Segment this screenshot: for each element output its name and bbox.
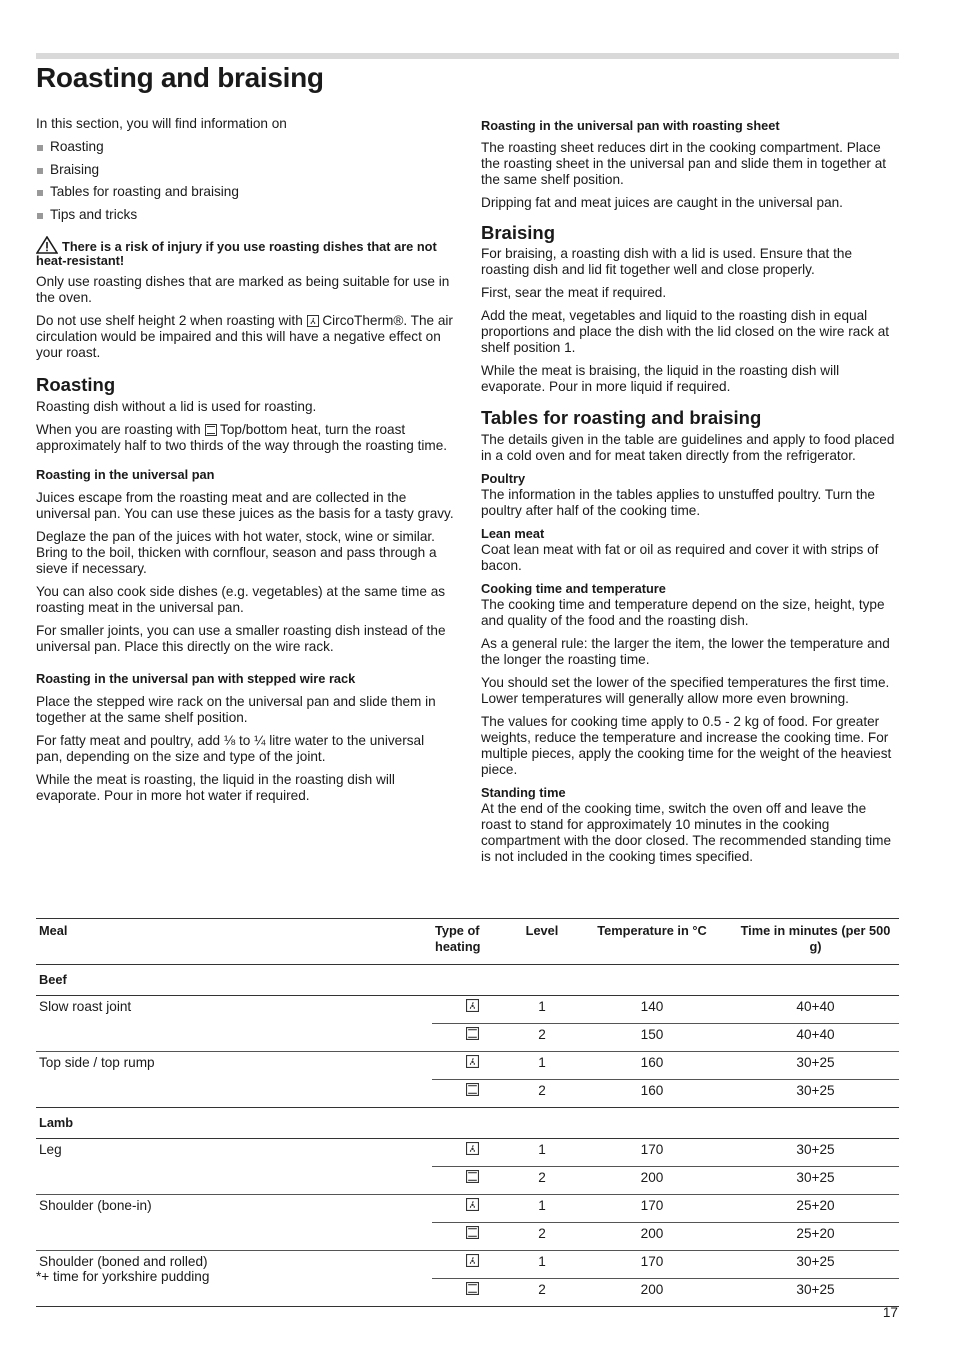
circotherm-icon [466, 1000, 479, 1015]
roasting-heading: Roasting [36, 373, 116, 395]
top-bottom-heat-icon [466, 1084, 479, 1099]
cell-temperature: 170 [572, 1195, 732, 1223]
universal-pan-text: For smaller joints, you can use a smaller roasting dish instead of the universal pan. Place this directly on the wire rack. [36, 622, 446, 654]
table-row [36, 1052, 899, 1080]
circotherm-icon [466, 1056, 479, 1071]
cell-time: 40+40 [796, 999, 835, 1014]
standing-time-text: At the end of the cooking time, switch the oven off and leave the roast to stand for approximately 10 minutes in the cooking compartment with the door closed. The recommended standing time is not included in the cooking times specified. [481, 801, 892, 864]
cell-heating [432, 1195, 512, 1223]
text-span: Top/bottom heat, turn the roast approximately half to two thirds of the way through the roasting time. [36, 421, 448, 453]
list-item: Braising [36, 162, 454, 178]
circotherm-icon [466, 1255, 479, 1270]
cell-temperature: 140 [640, 999, 664, 1014]
intro-text: In this section, you will find information on [36, 116, 287, 131]
col-header-time: Time in minutes (per 500 g) [732, 919, 899, 965]
list-item: Tables for roasting and braising [36, 184, 454, 200]
cell-level: 1 [538, 999, 546, 1014]
cell-temperature: 170 [572, 1251, 732, 1279]
list-item: Tips and tricks [36, 207, 454, 223]
table-row [36, 996, 899, 1024]
table-row [36, 1080, 899, 1108]
roasting-sheet-text: The roasting sheet reduces dirt in the cooking compartment. Place the roasting sheet in the universal pan and slide them in together at the same shelf position. [481, 140, 887, 187]
roasting-table [36, 918, 899, 1307]
cooking-time-text: The cooking time and temperature depend on the size, height, type and quality of the food and the roasting dish. [481, 597, 885, 628]
top-bottom-heat-icon [466, 1227, 479, 1242]
cell-level: 2 [512, 1080, 572, 1108]
cell-temperature: 200 [572, 1279, 732, 1307]
roasting-sheet-text: Dripping fat and meat juices are caught in the universal pan. [481, 195, 843, 210]
cell-heating [432, 1167, 512, 1195]
right-column [481, 116, 899, 872]
cell-heating [432, 1024, 512, 1052]
cell-heating [432, 1223, 512, 1251]
poultry-text: The information in the tables applies to unstuffed poultry. Turn the poultry after half of the cooking time. [481, 487, 875, 518]
cell-time: 30+25 [732, 1279, 899, 1307]
left-column [36, 116, 454, 811]
top-bottom-heat-icon [205, 424, 217, 436]
cell-heating [432, 1251, 512, 1279]
text-span: CircoTherm®. The air circulation would be impaired and this will have a negative effect on your roast. [36, 312, 453, 360]
braising-text: For braising, a roasting dish with a lid is used. Ensure that the roasting dish and lid fit together well and close properly. [481, 246, 853, 277]
cell-heating [432, 1080, 512, 1108]
cell-meal [36, 1024, 432, 1052]
roasting-sheet-heading: Roasting in the universal pan with roasting sheet [481, 118, 780, 133]
universal-pan-text: You can also cook side dishes (e.g. vegetables) at the same time as roasting meat in the universal pan. [36, 583, 446, 615]
page-title: Roasting and braising [36, 62, 324, 93]
table-row [36, 1195, 899, 1223]
top-bottom-heat-icon [466, 1283, 479, 1298]
col-header-temperature: Temperature in °C [572, 919, 732, 965]
table-section-row [36, 965, 899, 996]
roasting-text-2 [36, 422, 454, 454]
cell-meal: Shoulder (bone-in) [36, 1195, 432, 1223]
cell-meal: Leg [39, 1142, 62, 1157]
cell-meal [36, 1167, 432, 1195]
table-footnote: *+ time for yorkshire pudding [36, 1269, 210, 1284]
stepped-rack-text: Place the stepped wire rack on the universal pan and slide them in together at the same shelf position. [36, 693, 436, 725]
braising-heading: Braising [481, 222, 556, 243]
cell-meal [36, 1223, 432, 1251]
table-row [36, 1024, 899, 1052]
cell-time: 25+20 [732, 1223, 899, 1251]
braising-text: Add the meat, vegetables and liquid to the roasting dish in equal proportions and place the dish with the lid closed on the wire rack at shelf position 1. [481, 308, 890, 355]
roasting-text: Roasting dish without a lid is used for roasting. [36, 398, 317, 414]
cell-time: 30+25 [796, 1142, 835, 1157]
page-number: 17 [882, 1305, 898, 1320]
col-header-meal: Meal [36, 919, 432, 965]
list-item: Roasting [36, 139, 454, 155]
col-header-level: Level [512, 919, 572, 965]
cell-level: 2 [512, 1024, 572, 1052]
section-contents-list [36, 139, 454, 223]
cell-meal: Slow roast joint [39, 999, 132, 1014]
cell-level: 1 [512, 1195, 572, 1223]
tables-heading: Tables for roasting and braising [481, 407, 762, 428]
text-span: Do not use shelf height 2 when roasting with [36, 312, 303, 328]
lean-meat-text: Coat lean meat with fat or oil as required and cover it with strips of bacon. [481, 542, 879, 573]
cell-level: 2 [512, 1279, 572, 1307]
circotherm-icon [466, 1199, 479, 1214]
warning-title [36, 236, 454, 268]
universal-pan-text: Deglaze the pan of the juices with hot water, stock, wine or similar. Bring to the boil, thicken with cornflour, season and pass through a sieve if necessary. [36, 528, 437, 576]
cell-temperature: 150 [572, 1024, 732, 1052]
universal-pan-text: Juices escape from the roasting meat and are collected in the universal pan. You can use these juices as the basis for a tasty gravy. [36, 489, 454, 521]
cell-temperature: 170 [640, 1142, 664, 1157]
warning-text-2 [36, 313, 454, 361]
cell-temperature: 160 [572, 1080, 732, 1108]
universal-pan-heading: Roasting in the universal pan [36, 466, 215, 482]
cooking-time-heading: Cooking time and temperature [481, 581, 666, 596]
cell-level: 1 [538, 1142, 546, 1157]
cell-level: 2 [512, 1223, 572, 1251]
cell-heating [432, 1139, 512, 1167]
standing-time-heading: Standing time [481, 785, 566, 800]
stepped-rack-text: While the meat is roasting, the liquid in the roasting dish will evaporate. Pour in more hot water if required. [36, 771, 395, 803]
braising-text: While the meat is braising, the liquid in the roasting dish will evaporate. Pour in more liquid if required. [481, 363, 840, 394]
cell-time: 30+25 [732, 1251, 899, 1279]
header-rule [36, 53, 899, 59]
cooking-time-text: As a general rule: the larger the item, the lower the temperature and the longer the roasting time. [481, 636, 890, 667]
table-section-row [36, 1108, 899, 1139]
cell-heating [432, 996, 512, 1024]
cell-temperature: 200 [572, 1223, 732, 1251]
table-row [36, 1223, 899, 1251]
cell-time: 30+25 [732, 1052, 899, 1080]
cell-meal: Top side / top rump [36, 1052, 432, 1080]
cell-time: 30+25 [732, 1080, 899, 1108]
cell-heating [432, 1052, 512, 1080]
table-row [36, 1167, 899, 1195]
warning-text: Only use roasting dishes that are marked as being suitable for use in the oven. [36, 273, 450, 305]
cell-temperature: 200 [572, 1167, 732, 1195]
lean-meat-heading: Lean meat [481, 526, 545, 541]
cell-temperature: 160 [572, 1052, 732, 1080]
top-bottom-heat-icon [466, 1028, 479, 1043]
top-bottom-heat-icon [466, 1171, 479, 1186]
tables-text: The details given in the table are guidelines and apply to food placed in a cold oven and for meat taken directly from the refrigerator. [481, 432, 895, 463]
text-span: When you are roasting with [36, 421, 201, 437]
cooking-time-text: You should set the lower of the specified temperatures the first time. Lower temperatures will generally allow more even browning. [481, 675, 890, 706]
cell-time: 40+40 [732, 1024, 899, 1052]
circotherm-icon [307, 315, 319, 327]
cell-heating [432, 1279, 512, 1307]
table-header-row [36, 919, 899, 965]
cell-level: 1 [512, 1052, 572, 1080]
cell-meal [36, 1080, 432, 1108]
stepped-rack-text: For fatty meat and poultry, add ⅛ to ¼ litre water to the universal pan, depending on the size and type of the joint. [36, 732, 425, 764]
table-row [36, 1139, 899, 1167]
col-header-heating: Type of heating [432, 919, 512, 965]
cell-level: 1 [512, 1251, 572, 1279]
section-label: Beef [36, 965, 899, 996]
cell-meal: Shoulder (boned and rolled) [36, 1251, 432, 1279]
section-label: Lamb [36, 1108, 899, 1139]
poultry-heading: Poultry [481, 471, 526, 486]
stepped-rack-heading: Roasting in the universal pan with stepped wire rack [36, 670, 356, 686]
cell-time: 30+25 [732, 1167, 899, 1195]
circotherm-icon [466, 1143, 479, 1158]
warning-triangle-icon [36, 236, 58, 254]
cell-level: 2 [512, 1167, 572, 1195]
cell-time: 25+20 [732, 1195, 899, 1223]
braising-text: First, sear the meat if required. [481, 285, 667, 300]
warning-title-text: There is a risk of injury if you use roasting dishes that are not heat-resistant! [36, 238, 437, 268]
cooking-time-text: The values for cooking time apply to 0.5 - 2 kg of food. For greater weights, reduce the temperature and increase the cooking time. For multiple pieces, apply the cooking time for the weight of the heaviest piece. [481, 714, 892, 777]
